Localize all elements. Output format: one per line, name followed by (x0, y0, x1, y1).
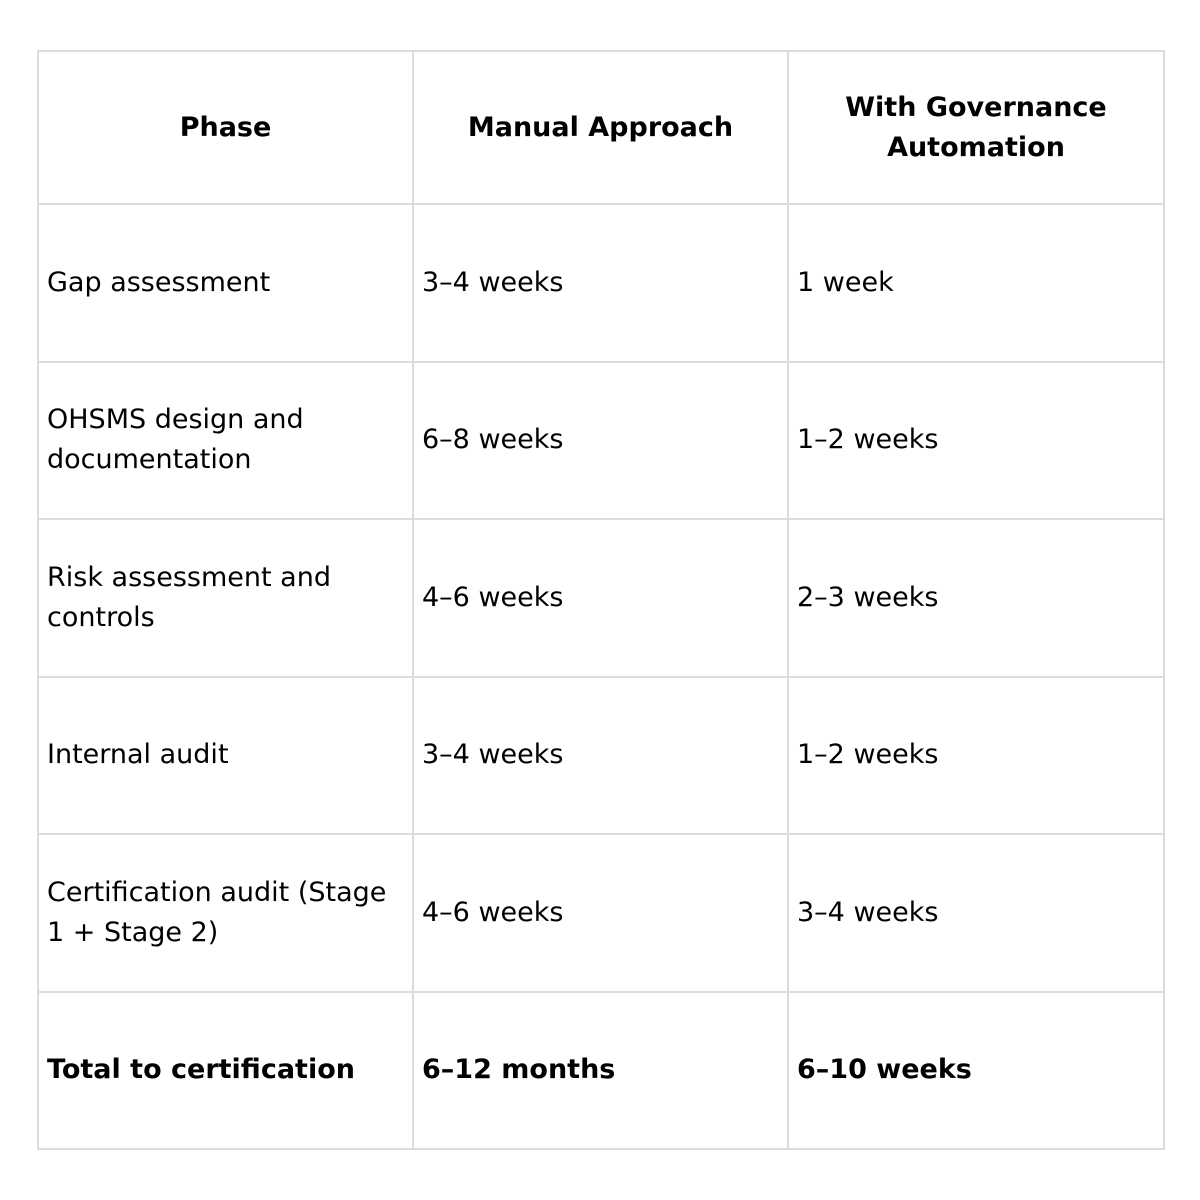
manual-cell: 4–6 weeks (413, 834, 788, 992)
table-row (38, 204, 1164, 362)
comparison-table (37, 50, 1165, 1150)
total-phase-cell: Total to certification (38, 992, 413, 1150)
total-row (38, 992, 1164, 1150)
automation-cell: 1–2 weeks (788, 362, 1164, 520)
total-automation-cell: 6–10 weeks (788, 992, 1164, 1150)
phase-cell: Certification audit (Stage 1 + Stage 2) (38, 834, 413, 992)
phase-cell: Internal audit (38, 677, 413, 835)
manual-cell: 3–4 weeks (413, 204, 788, 362)
automation-cell: 3–4 weeks (788, 834, 1164, 992)
table-row (38, 834, 1164, 992)
automation-cell: 1–2 weeks (788, 677, 1164, 835)
table-row (38, 677, 1164, 835)
phase-cell: OHSMS design and documentation (38, 362, 413, 520)
header-governance-automation: With Governance Automation (788, 51, 1164, 204)
total-manual-cell: 6–12 months (413, 992, 788, 1150)
phase-cell: Gap assessment (38, 204, 413, 362)
phase-cell: Risk assessment and controls (38, 519, 413, 677)
table-row (38, 362, 1164, 520)
automation-cell: 1 week (788, 204, 1164, 362)
header-phase: Phase (38, 51, 413, 204)
header-row (38, 51, 1164, 204)
header-manual-approach: Manual Approach (413, 51, 788, 204)
manual-cell: 6–8 weeks (413, 362, 788, 520)
manual-cell: 4–6 weeks (413, 519, 788, 677)
automation-cell: 2–3 weeks (788, 519, 1164, 677)
table-row (38, 519, 1164, 677)
manual-cell: 3–4 weeks (413, 677, 788, 835)
